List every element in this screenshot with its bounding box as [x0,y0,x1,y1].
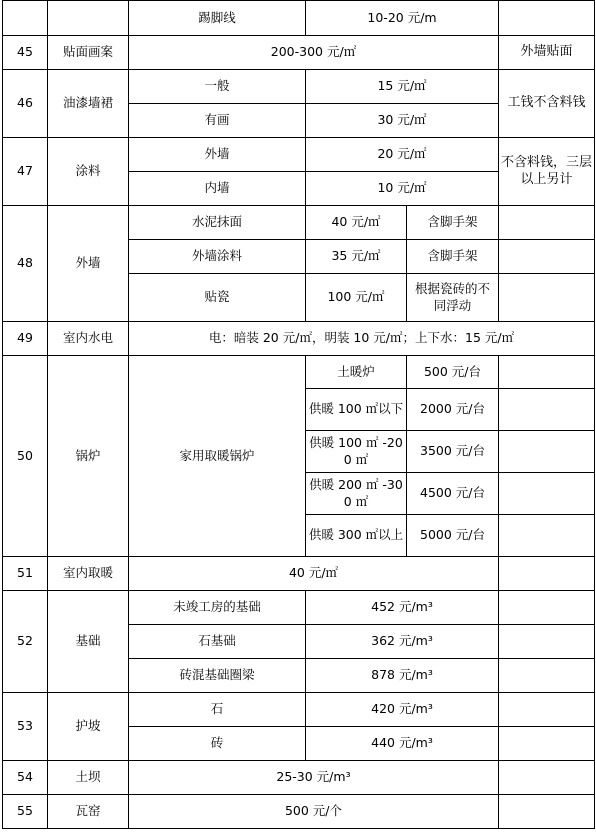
note-cell [499,473,595,515]
price-cell: 500 元/台 [407,356,499,389]
note-cell [499,795,595,829]
price-cell: 25-30 元/m³ [129,761,499,795]
note-cell [499,693,595,727]
note-cell [499,727,595,761]
spec-cell: 供暖 100 ㎡以下 [306,389,407,431]
table-row [3,70,595,104]
note-cell [499,591,595,625]
sub-item-cell: 内墙 [129,172,306,206]
price-cell: 20 元/㎡ [306,138,499,172]
price-cell: 878 元/m³ [306,659,499,693]
table-row [3,693,595,727]
row-number-cell: 49 [3,322,48,356]
note-cell [499,557,595,591]
table-row [3,138,595,172]
price-cell: 2000 元/台 [407,389,499,431]
row-number-cell: 55 [3,795,48,829]
price-cell: 40 元/㎡ [306,206,407,240]
sub-item-cell: 未竣工房的基础 [129,591,306,625]
sub-item-cell: 外墙 [129,138,306,172]
note-cell: 不含料钱，三层以上另计 [499,138,595,206]
table-row [3,1,595,36]
sub-item-cell: 外墙涂料 [129,240,306,274]
note-cell [499,431,595,473]
spec-cell: 土暖炉 [306,356,407,389]
table-row [3,356,595,389]
table-row [3,557,595,591]
price-cell: 200-300 元/㎡ [129,36,499,70]
price-cell: 4500 元/台 [407,473,499,515]
price-cell: 15 元/㎡ [306,70,499,104]
note-cell: 外墙贴面 [499,36,595,70]
note-cell [499,274,595,322]
note-cell [499,625,595,659]
price-cell: 30 元/㎡ [306,104,499,138]
price-cell: 40 元/㎡ [129,557,499,591]
price-cell: 5000 元/台 [407,515,499,557]
sub-item-cell: 贴瓷 [129,274,306,322]
sub-item-cell: 踢脚线 [129,1,306,36]
price-cell: 10 元/㎡ [306,172,499,206]
note-cell [499,761,595,795]
price-cell: 10-20 元/m [306,1,499,36]
spec-cell: 供暖 200 ㎡ -300 ㎡ [306,473,407,515]
item-name-cell: 外墙 [48,206,129,322]
row-number-cell: 52 [3,591,48,693]
row-number-cell: 50 [3,356,48,557]
table-row [3,795,595,829]
row-number-cell: 48 [3,206,48,322]
table-row [3,591,595,625]
row-number-cell [3,1,48,36]
row-number-cell: 53 [3,693,48,761]
price-cell: 452 元/m³ [306,591,499,625]
item-name-cell: 油漆墙裙 [48,70,129,138]
note-cell [499,1,595,36]
sub-item-cell: 水泥抹面 [129,206,306,240]
sub-item-cell: 石基础 [129,625,306,659]
price-table [2,0,595,829]
note-cell [499,206,595,240]
row-number-cell: 54 [3,761,48,795]
row-number-cell: 47 [3,138,48,206]
item-name-cell: 护坡 [48,693,129,761]
remark-cell: 含脚手架 [407,206,499,240]
note-cell [499,515,595,557]
price-cell: 3500 元/台 [407,431,499,473]
item-name-cell: 锅炉 [48,356,129,557]
sub-item-cell: 家用取暖锅炉 [129,356,306,557]
price-cell: 440 元/m³ [306,727,499,761]
note-cell [499,659,595,693]
price-cell: 362 元/m³ [306,625,499,659]
note-cell: 工钱不含料钱 [499,70,595,138]
item-name-cell [48,1,129,36]
sub-item-cell: 有画 [129,104,306,138]
table-row [3,206,595,240]
item-name-cell: 基础 [48,591,129,693]
row-number-cell: 46 [3,70,48,138]
item-name-cell: 贴面画案 [48,36,129,70]
sub-item-cell: 砖混基础圈梁 [129,659,306,693]
price-cell: 500 元/个 [129,795,499,829]
price-cell: 35 元/㎡ [306,240,407,274]
item-name-cell: 室内取暖 [48,557,129,591]
item-name-cell: 瓦窑 [48,795,129,829]
remark-cell: 含脚手架 [407,240,499,274]
note-cell [499,240,595,274]
sub-item-cell: 砖 [129,727,306,761]
item-name-cell: 室内水电 [48,322,129,356]
sub-item-cell: 石 [129,693,306,727]
item-name-cell: 涂料 [48,138,129,206]
note-cell [499,356,595,389]
item-name-cell: 土坝 [48,761,129,795]
price-cell: 电：暗装 20 元/㎡，明装 10 元/㎡；上下水：15 元/㎡ [129,322,595,356]
table-row [3,322,595,356]
price-cell: 420 元/m³ [306,693,499,727]
row-number-cell: 51 [3,557,48,591]
row-number-cell: 45 [3,36,48,70]
table-row [3,36,595,70]
sub-item-cell: 一般 [129,70,306,104]
spec-cell: 供暖 300 ㎡以上 [306,515,407,557]
remark-cell: 根据瓷砖的不同浮动 [407,274,499,322]
price-cell: 100 元/㎡ [306,274,407,322]
table-row [3,761,595,795]
spec-cell: 供暖 100 ㎡ -200 ㎡ [306,431,407,473]
note-cell [499,389,595,431]
